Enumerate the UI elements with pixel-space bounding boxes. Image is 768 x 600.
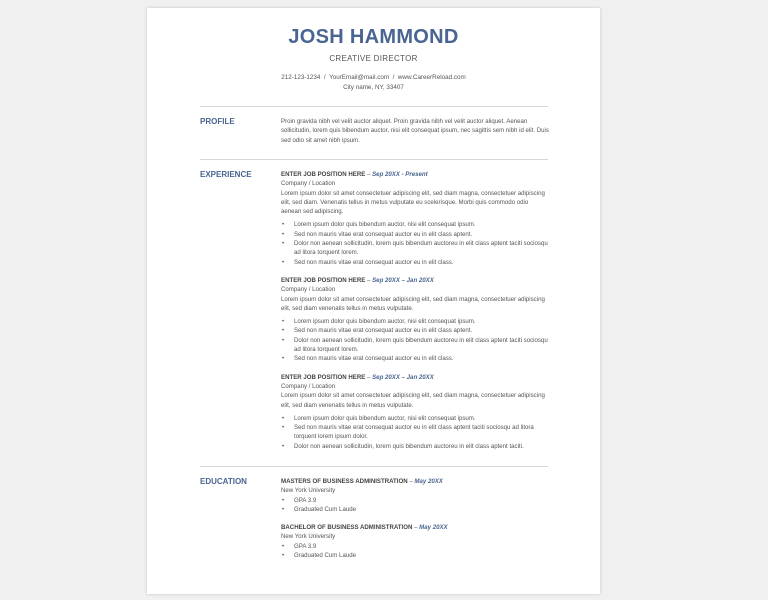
- list-item: • Lorem ipsum dolor quis bibendum auctor, nisi elit consequat ipsum.: [281, 414, 549, 423]
- profile-text: Proin gravida nibh vel velit auctor aliquet. Proin gravida nibh vel velit auctor aliquet. Aenean sollicitudin, lorem quis bibendum auctor, nisi elit consequat ipsum, nec sagittis sem nibh id elit. Duis sed odio sit amet nibh ipsum.: [281, 118, 549, 144]
- experience-section: [281, 170, 549, 460]
- divider: [200, 159, 548, 160]
- list-item: • Graduated Cum Laude: [281, 551, 549, 560]
- job-position: ENTER JOB POSITION HERE: [281, 276, 366, 284]
- education-entry: [281, 523, 549, 560]
- divider: [200, 466, 548, 467]
- degree-name: BACHELOR OF BUSINESS ADMINISTRATION: [281, 524, 413, 532]
- job-dash: –: [367, 171, 373, 178]
- list-item: • GPA 3.9: [281, 496, 549, 505]
- contact-block: [147, 73, 600, 93]
- education-entry: [281, 477, 549, 514]
- job-description: Lorem ipsum dolor sit amet consectetuer adipiscing elit, sed diam magna, consectetuer adipiscing elit, sed diam venenatis tellus in metus vulputate.: [281, 295, 545, 312]
- list-item: • GPA 3.9: [281, 542, 549, 551]
- education-header: [281, 523, 549, 532]
- job-header: [281, 373, 549, 382]
- list-item: • Dolor non aenean sollicitudin, lorem quis bibendum auctoreu in elit class aptent taciti.: [281, 442, 549, 451]
- job-company: Company / Location: [281, 382, 336, 390]
- job-header: [281, 276, 549, 285]
- education-section: [281, 477, 549, 569]
- contact-line: 212-123-1234 / YourEmail@mail.com / www.CareerReload.com: [281, 74, 466, 81]
- list-item: • Dolor non aenean sollicitudin, lorem quis bibendum auctoreu in elit class aptent taciti sociosqu ad litora torquent lorem.: [281, 239, 549, 258]
- list-item: • Sed non mauris vitae erat consequat auctor eu in elit class aptent.: [281, 230, 549, 239]
- resume-page: [147, 8, 600, 594]
- list-item: • Sed non mauris vitae erat consequat auctor eu in elit class aptent.: [281, 326, 549, 335]
- profile-heading: PROFILE: [200, 117, 235, 126]
- list-item: • Sed non mauris vitae erat consequat auctor eu in elit class.: [281, 354, 549, 363]
- job-date: Sep 20XX – Jan 20XX: [372, 373, 434, 381]
- education-header: [281, 477, 549, 486]
- list-item: • Lorem ipsum dolor quis bibendum auctor, nisi elit consequat ipsum.: [281, 317, 549, 326]
- job-company: Company / Location: [281, 180, 336, 188]
- experience-heading: EXPERIENCE: [200, 170, 252, 179]
- job-description: Lorem ipsum dolor sit amet consectetuer adipiscing elit, sed diam magna, consectetuer adipiscing elit, sed diam venenatis tellus in metus vulputate.: [281, 392, 545, 409]
- job-company: Company / Location: [281, 286, 336, 294]
- candidate-name: JOSH HAMMOND: [288, 26, 459, 48]
- job-entry: [281, 373, 549, 451]
- job-position: ENTER JOB POSITION HERE: [281, 171, 366, 178]
- job-dash: –: [367, 276, 373, 284]
- list-item: • Sed non mauris vitae erat consequat auctor eu in elit class.: [281, 258, 549, 267]
- job-date: Sep 20XX - Present: [372, 171, 428, 178]
- list-item: • Sed non mauris vitae erat consequat auctor eu in elit class aptent taciti sociosqu ad litora torquent lorem ipsum dolor.: [281, 423, 549, 442]
- degree-date: May 20XX: [414, 478, 443, 485]
- degree-date: May 20XX: [419, 524, 448, 532]
- school-name: New York University: [281, 487, 336, 495]
- job-date: Sep 20XX – Jan 20XX: [372, 276, 434, 284]
- list-item: • Graduated Cum Laude: [281, 505, 549, 514]
- job-bullets: [281, 220, 549, 266]
- list-item: • Dolor non aenean sollicitudin, lorem quis bibendum auctoreu in elit class aptent taciti sociosqu ad litora torquent lorem.: [281, 336, 549, 355]
- degree-dash: –: [414, 524, 420, 532]
- job-bullets: [281, 317, 549, 363]
- job-entry: [281, 170, 549, 267]
- school-name: New York University: [281, 533, 336, 541]
- job-description: Lorem ipsum dolor sit amet consectetuer adipiscing elit, sed diam magna, consectetuer adipiscing elit, sed diam. Venenatis tellus in metus vulputate eu scelerisque. Morbi quis commodo odio aenean sed adipiscing.: [281, 189, 545, 216]
- education-bullets: [281, 542, 549, 561]
- job-header: [281, 170, 549, 179]
- candidate-title: CREATIVE DIRECTOR: [329, 54, 418, 63]
- education-bullets: [281, 496, 549, 515]
- job-bullets: [281, 414, 549, 451]
- divider: [200, 106, 548, 107]
- list-item: • Lorem ipsum dolor quis bibendum auctor, nisi elit consequat ipsum.: [281, 220, 549, 229]
- job-entry: [281, 276, 549, 364]
- address-line: City name, NY, 33407: [343, 84, 404, 91]
- degree-name: MASTERS OF BUSINESS ADMINISTRATION: [281, 478, 408, 485]
- job-dash: –: [367, 373, 373, 381]
- degree-dash: –: [409, 478, 415, 485]
- education-heading: EDUCATION: [200, 477, 247, 486]
- job-position: ENTER JOB POSITION HERE: [281, 373, 366, 381]
